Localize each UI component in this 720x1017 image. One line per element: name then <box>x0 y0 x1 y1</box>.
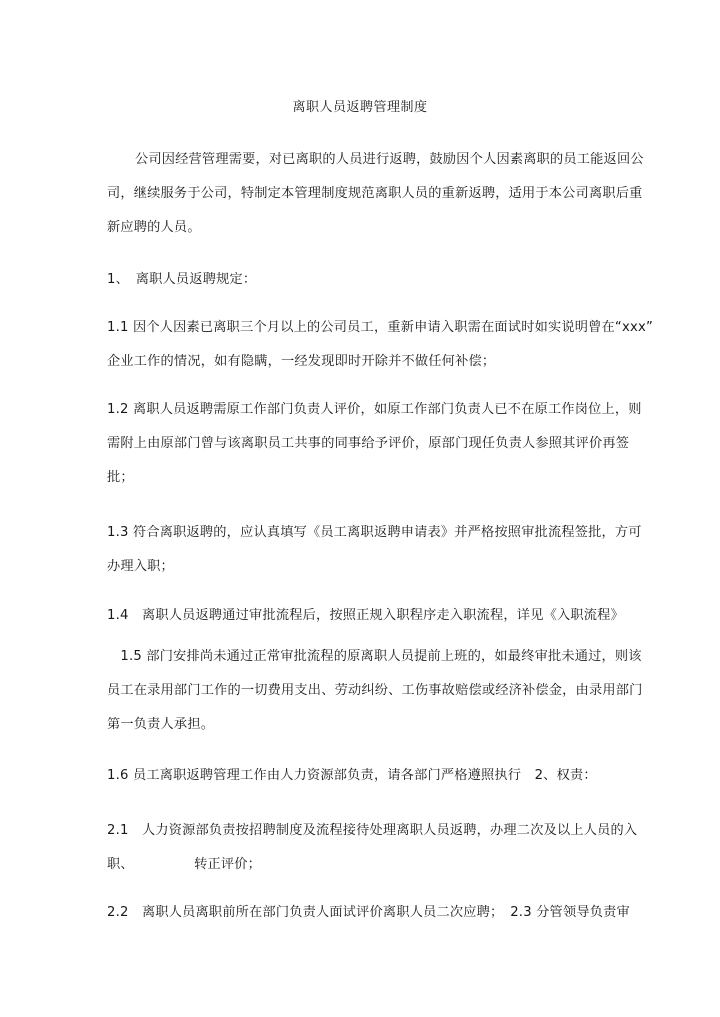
intro-line: 新应聘的人员。 <box>107 220 201 235</box>
item-2-2 <box>107 896 630 930</box>
item-line: 1.6 员工离职返聘管理工作由人力资源部负责，请各部门严格遵照执行 2、权责： <box>107 768 597 783</box>
section-1-heading-text: 1、 离职人员返聘规定： <box>107 272 257 287</box>
intro-line: 司，继续服务于公司，特制定本管理制度规范离职人员的重新返聘，适用于本公司离职后重 <box>107 186 643 201</box>
item-line: 第一负责人承担。 <box>107 717 215 732</box>
document-title: 离职人员返聘管理制度 <box>292 100 428 115</box>
item-line: 办理入职； <box>107 559 174 574</box>
item-line: 1.1 因个人因素已离职三个月以上的公司员工，重新申请入职需在面试时如实说明曾在“xxx” <box>107 320 653 335</box>
item-line: 企业工作的情况，如有隐瞒，一经发现即时开除并不做任何补偿； <box>107 354 496 369</box>
section-1-heading <box>107 263 617 297</box>
intro-paragraph <box>107 143 644 245</box>
item-1-1 <box>107 311 653 379</box>
item-line: 2.2 离职人员离职前所在部门负责人面试评价离职人员二次应聘； 2.3 分管领导负责审 <box>107 905 630 920</box>
item-1-3 <box>107 516 642 584</box>
item-1-2 <box>107 393 642 495</box>
item-2-1 <box>107 814 638 882</box>
item-line: 职、 转正评价； <box>107 857 262 872</box>
intro-line: 公司因经营管理需要，对已离职的人员进行返聘，鼓励因个人因素离职的员工能返回公 <box>135 152 644 167</box>
item-1-6 <box>107 759 617 793</box>
item-line: 1.5 部门安排尚未通过正常审批流程的原离职人员提前上班的，如最终审批未通过，则该 <box>107 649 642 664</box>
item-line: 1.3 符合离职返聘的，应认真填写《员工离职返聘申请表》并严格按照审批流程签批，方可 <box>107 525 642 540</box>
item-line: 批； <box>107 470 134 485</box>
item-line: 1.2 离职人员返聘需原工作部门负责人评价，如原工作部门负责人已不在原工作岗位上，则 <box>107 402 642 417</box>
item-line: 1.4 离职人员返聘通过审批流程后，按照正规入职程序走入职流程，详见《入职流程》 <box>107 608 624 623</box>
item-line: 员工在录用部门工作的一切费用支出、劳动纠纷、工伤事故赔偿或经济补偿金，由录用部门 <box>107 683 643 698</box>
item-line: 2.1 人力资源部负责按招聘制度及流程接待处理离职人员返聘，办理二次及以上人员的入 <box>107 823 638 838</box>
item-1-4 <box>107 599 624 633</box>
item-line: 需附上由原部门曾与该离职员工共事的同事给予评价，原部门现任负责人参照其评价再签 <box>107 436 630 451</box>
item-1-5 <box>107 640 643 742</box>
